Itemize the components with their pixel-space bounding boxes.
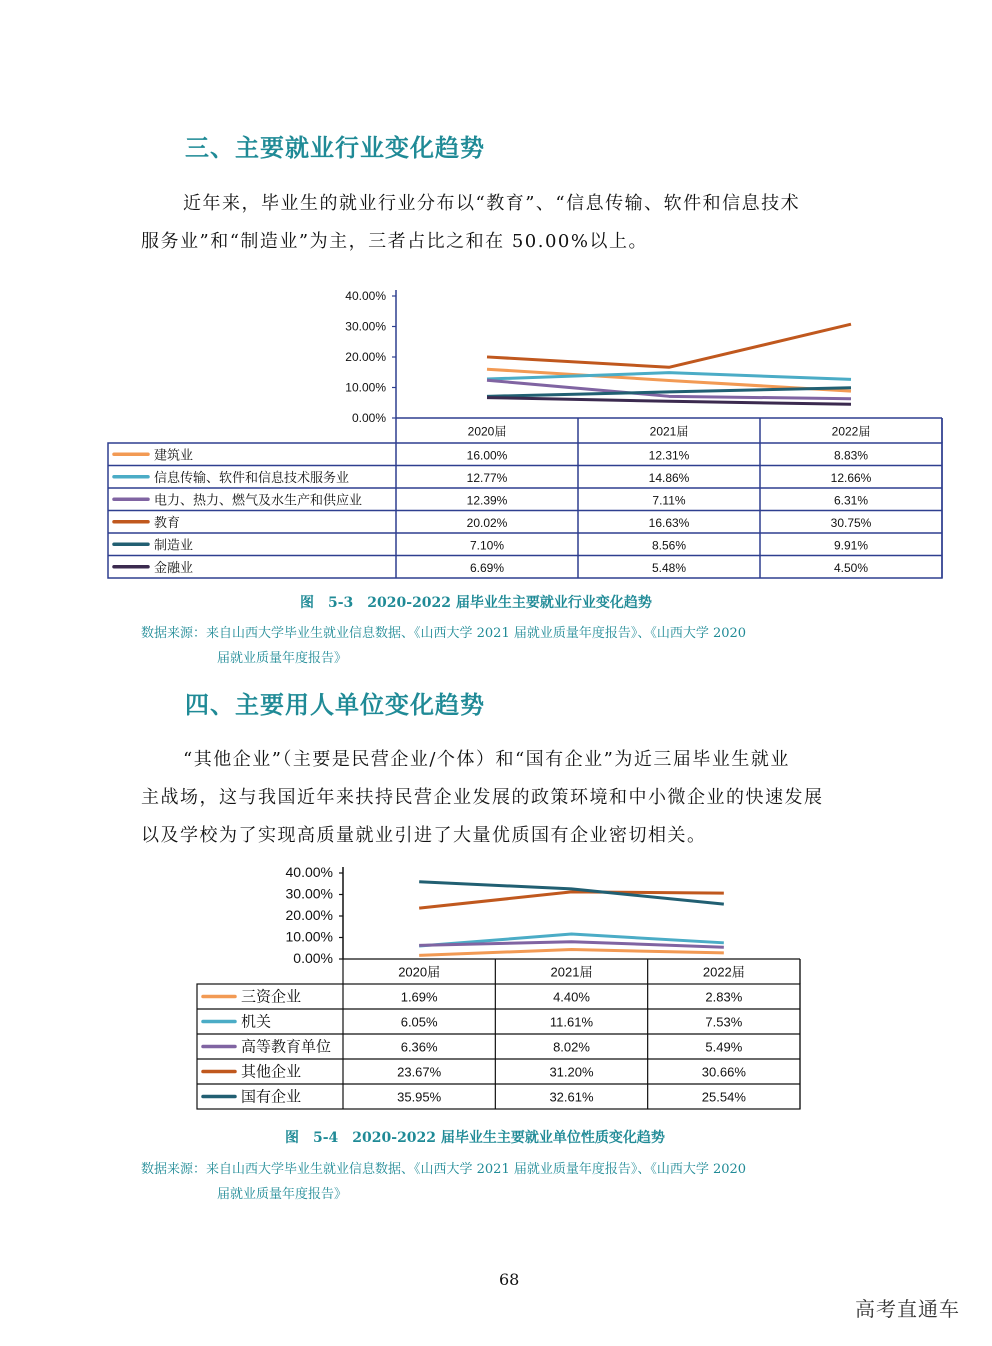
legend-label: 高等教育单位 <box>241 1038 332 1056</box>
employer-type-trend-chart <box>195 853 805 1115</box>
data-value-label: 23.67% <box>397 1064 442 1080</box>
data-value-label: 7.11% <box>652 493 686 508</box>
section4-paragraph-line3: 以及学校为了实现高质量就业引进了大量优质国有企业密切相关。 <box>141 825 707 846</box>
figure1-caption: 图 5-3 2020-2022 届毕业生主要就业行业变化趋势 <box>300 595 652 611</box>
section4-heading: 四、主要用人单位变化趋势 <box>185 691 485 719</box>
legend-label: 金融业 <box>154 559 194 575</box>
series-line-1 <box>419 950 724 956</box>
data-value-label: 6.36% <box>400 1039 438 1055</box>
data-value-label: 6.69% <box>469 560 505 575</box>
section3-paragraph-line1: 近年来，毕业生的就业行业分布以“教育”、“信息传输、软件和信息技术 <box>183 193 801 214</box>
data-value-label: 35.95% <box>397 1089 442 1105</box>
section4-paragraph-line1: “其他企业”（主要是民营企业/个体）和“国有企业”为近三届毕业生就业 <box>183 749 790 770</box>
y-tick-label: 40.00% <box>345 289 386 303</box>
y-tick-label: 0.00% <box>293 950 333 966</box>
data-value-label: 8.02% <box>553 1039 590 1055</box>
y-tick-label: 10.00% <box>345 380 386 395</box>
data-value-label: 12.31% <box>648 448 690 463</box>
y-tick-label: 10.00% <box>285 928 333 945</box>
y-tick-label: 20.00% <box>345 350 386 364</box>
x-category-label: 2021届 <box>550 964 593 980</box>
data-value-label: 5.48% <box>651 560 687 575</box>
legend-label: 信息传输、软件和信息技术服务业 <box>154 469 350 485</box>
y-tick-label: 30.00% <box>345 319 386 334</box>
legend-label: 电力、热力、燃气及水生产和供应业 <box>154 492 363 508</box>
data-value-label: 12.39% <box>466 493 508 508</box>
x-category-label: 2022届 <box>702 964 745 980</box>
data-value-label: 6.31% <box>833 493 869 508</box>
legend-label: 其他企业 <box>241 1063 302 1081</box>
data-value-label: 6.05% <box>400 1014 438 1030</box>
legend-label: 三资企业 <box>241 988 302 1006</box>
data-value-label: 1.69% <box>400 989 438 1005</box>
y-tick-label: 30.00% <box>285 885 333 902</box>
data-value-label: 12.66% <box>830 470 872 485</box>
data-value-label: 5.49% <box>705 1039 743 1055</box>
data-value-label: 16.63% <box>648 515 690 530</box>
figure2-source-line1: 数据来源：来自山西大学毕业生就业信息数据、《山西大学 2021 届就业质量年度报告》、《山西大学 2020 <box>141 1162 747 1177</box>
legend-label: 机关 <box>241 1013 272 1031</box>
data-value-label: 32.61% <box>549 1089 594 1105</box>
x-category-label: 2020届 <box>398 964 441 980</box>
figure1-source-line1: 数据来源：来自山西大学毕业生就业信息数据、《山西大学 2021 届就业质量年度报告》、《山西大学 2020 <box>141 626 747 641</box>
data-value-label: 12.77% <box>466 470 508 485</box>
data-value-label: 31.20% <box>549 1064 594 1080</box>
data-value-label: 30.66% <box>701 1064 746 1080</box>
watermark-text: 高考直通车 <box>855 1297 960 1321</box>
y-tick-label: 40.00% <box>285 864 333 880</box>
x-category-label: 2022届 <box>831 424 871 439</box>
section3-paragraph-line2: 服务业”和“制造业”为主，三者占比之和在 50.00%以上。 <box>141 231 648 252</box>
figure2-source-line2: 届就业质量年度报告》 <box>217 1187 348 1202</box>
data-value-label: 30.75% <box>830 515 872 530</box>
data-value-label: 8.56% <box>651 538 687 553</box>
data-value-label: 4.50% <box>833 560 869 575</box>
figure1-source-line2: 届就业质量年度报告》 <box>217 651 348 666</box>
y-tick-label: 0.00% <box>351 411 386 425</box>
y-tick-label: 20.00% <box>285 907 333 923</box>
data-value-label: 7.53% <box>705 1014 743 1030</box>
industry-trend-chart <box>100 268 945 588</box>
data-value-label: 7.10% <box>469 538 505 553</box>
legend-label: 建筑业 <box>154 447 194 463</box>
series-line-4 <box>487 324 851 367</box>
data-value-label: 16.00% <box>466 448 508 463</box>
x-category-label: 2020届 <box>467 424 507 439</box>
legend-label: 教育 <box>154 514 181 530</box>
data-value-label: 14.86% <box>648 470 690 485</box>
section3-heading: 三、主要就业行业变化趋势 <box>185 134 485 162</box>
data-value-label: 2.83% <box>705 989 743 1005</box>
data-value-label: 20.02% <box>466 515 508 530</box>
data-value-label: 8.83% <box>833 448 869 463</box>
data-value-label: 9.91% <box>833 538 869 553</box>
data-value-label: 25.54% <box>701 1089 746 1105</box>
legend-label: 制造业 <box>154 537 194 553</box>
data-value-label: 4.40% <box>553 989 590 1005</box>
x-category-label: 2021届 <box>649 424 689 439</box>
figure2-caption: 图 5-4 2020-2022 届毕业生主要就业单位性质变化趋势 <box>285 1130 665 1146</box>
data-value-label: 11.61% <box>549 1014 594 1030</box>
section4-paragraph-line2: 主战场，这与我国近年来扶持民营企业发展的政策环境和中小微企业的快速发展 <box>141 787 824 808</box>
legend-label: 国有企业 <box>241 1088 302 1106</box>
page-number: 68 <box>499 1270 520 1289</box>
